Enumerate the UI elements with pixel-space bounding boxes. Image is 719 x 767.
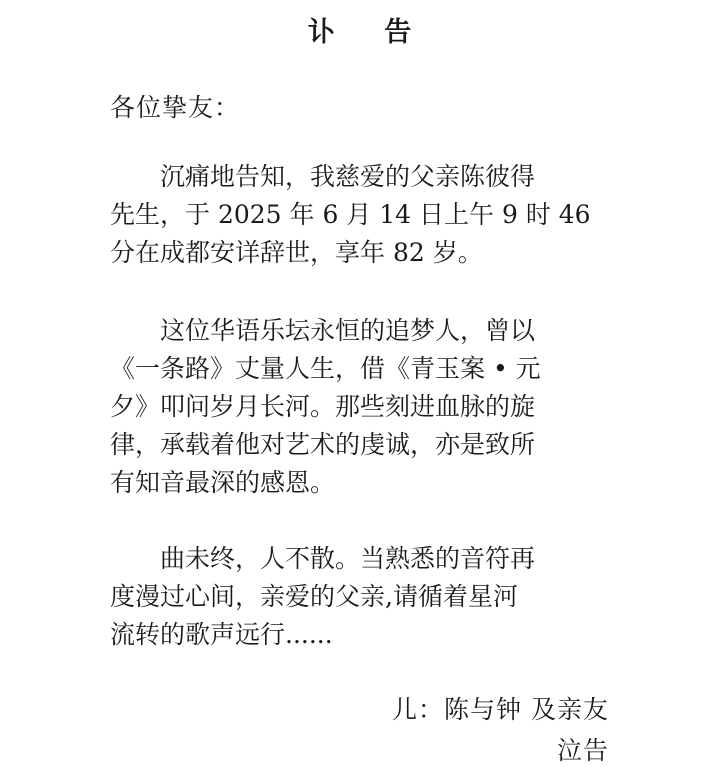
paragraph-line: 曲未终，人不散。当熟悉的音符再: [110, 544, 536, 573]
paragraph-line: 先生，于 2025 年 6 月 14 日上午 9 时 46: [110, 200, 591, 229]
closing-text: 泣告: [556, 736, 609, 765]
paragraph-line: 有知音最深的感恩。: [110, 468, 336, 497]
signature: 儿：陈与钟 及亲友: [392, 695, 609, 724]
paragraph-farewell: [110, 540, 620, 654]
paragraph-line: 律，承载着他对艺术的虔诚，亦是致所: [110, 430, 536, 459]
paragraph-line: 沉痛地告知，我慈爱的父亲陈彼得: [110, 162, 536, 191]
paragraph-line: 夕》叩问岁月长河。那些刻进血脉的旋: [110, 392, 536, 421]
paragraph-line: 分在成都安详辞世，享年 82 岁。: [110, 238, 483, 267]
paragraph-tribute: [110, 312, 620, 502]
paragraph-line: 度漫过心间，亲爱的父亲,请循着星河: [110, 582, 518, 611]
paragraph-line: 流转的歌声远行......: [110, 620, 333, 649]
document-title: 讣 告: [307, 17, 432, 48]
paragraph-line: 《一条路》丈量人生，借《青玉案 • 元: [110, 354, 541, 383]
paragraph-announcement: [110, 158, 620, 272]
salutation: 各位挚友：: [110, 93, 241, 122]
paragraph-line: 这位华语乐坛永恒的追梦人，曾以: [110, 316, 536, 345]
